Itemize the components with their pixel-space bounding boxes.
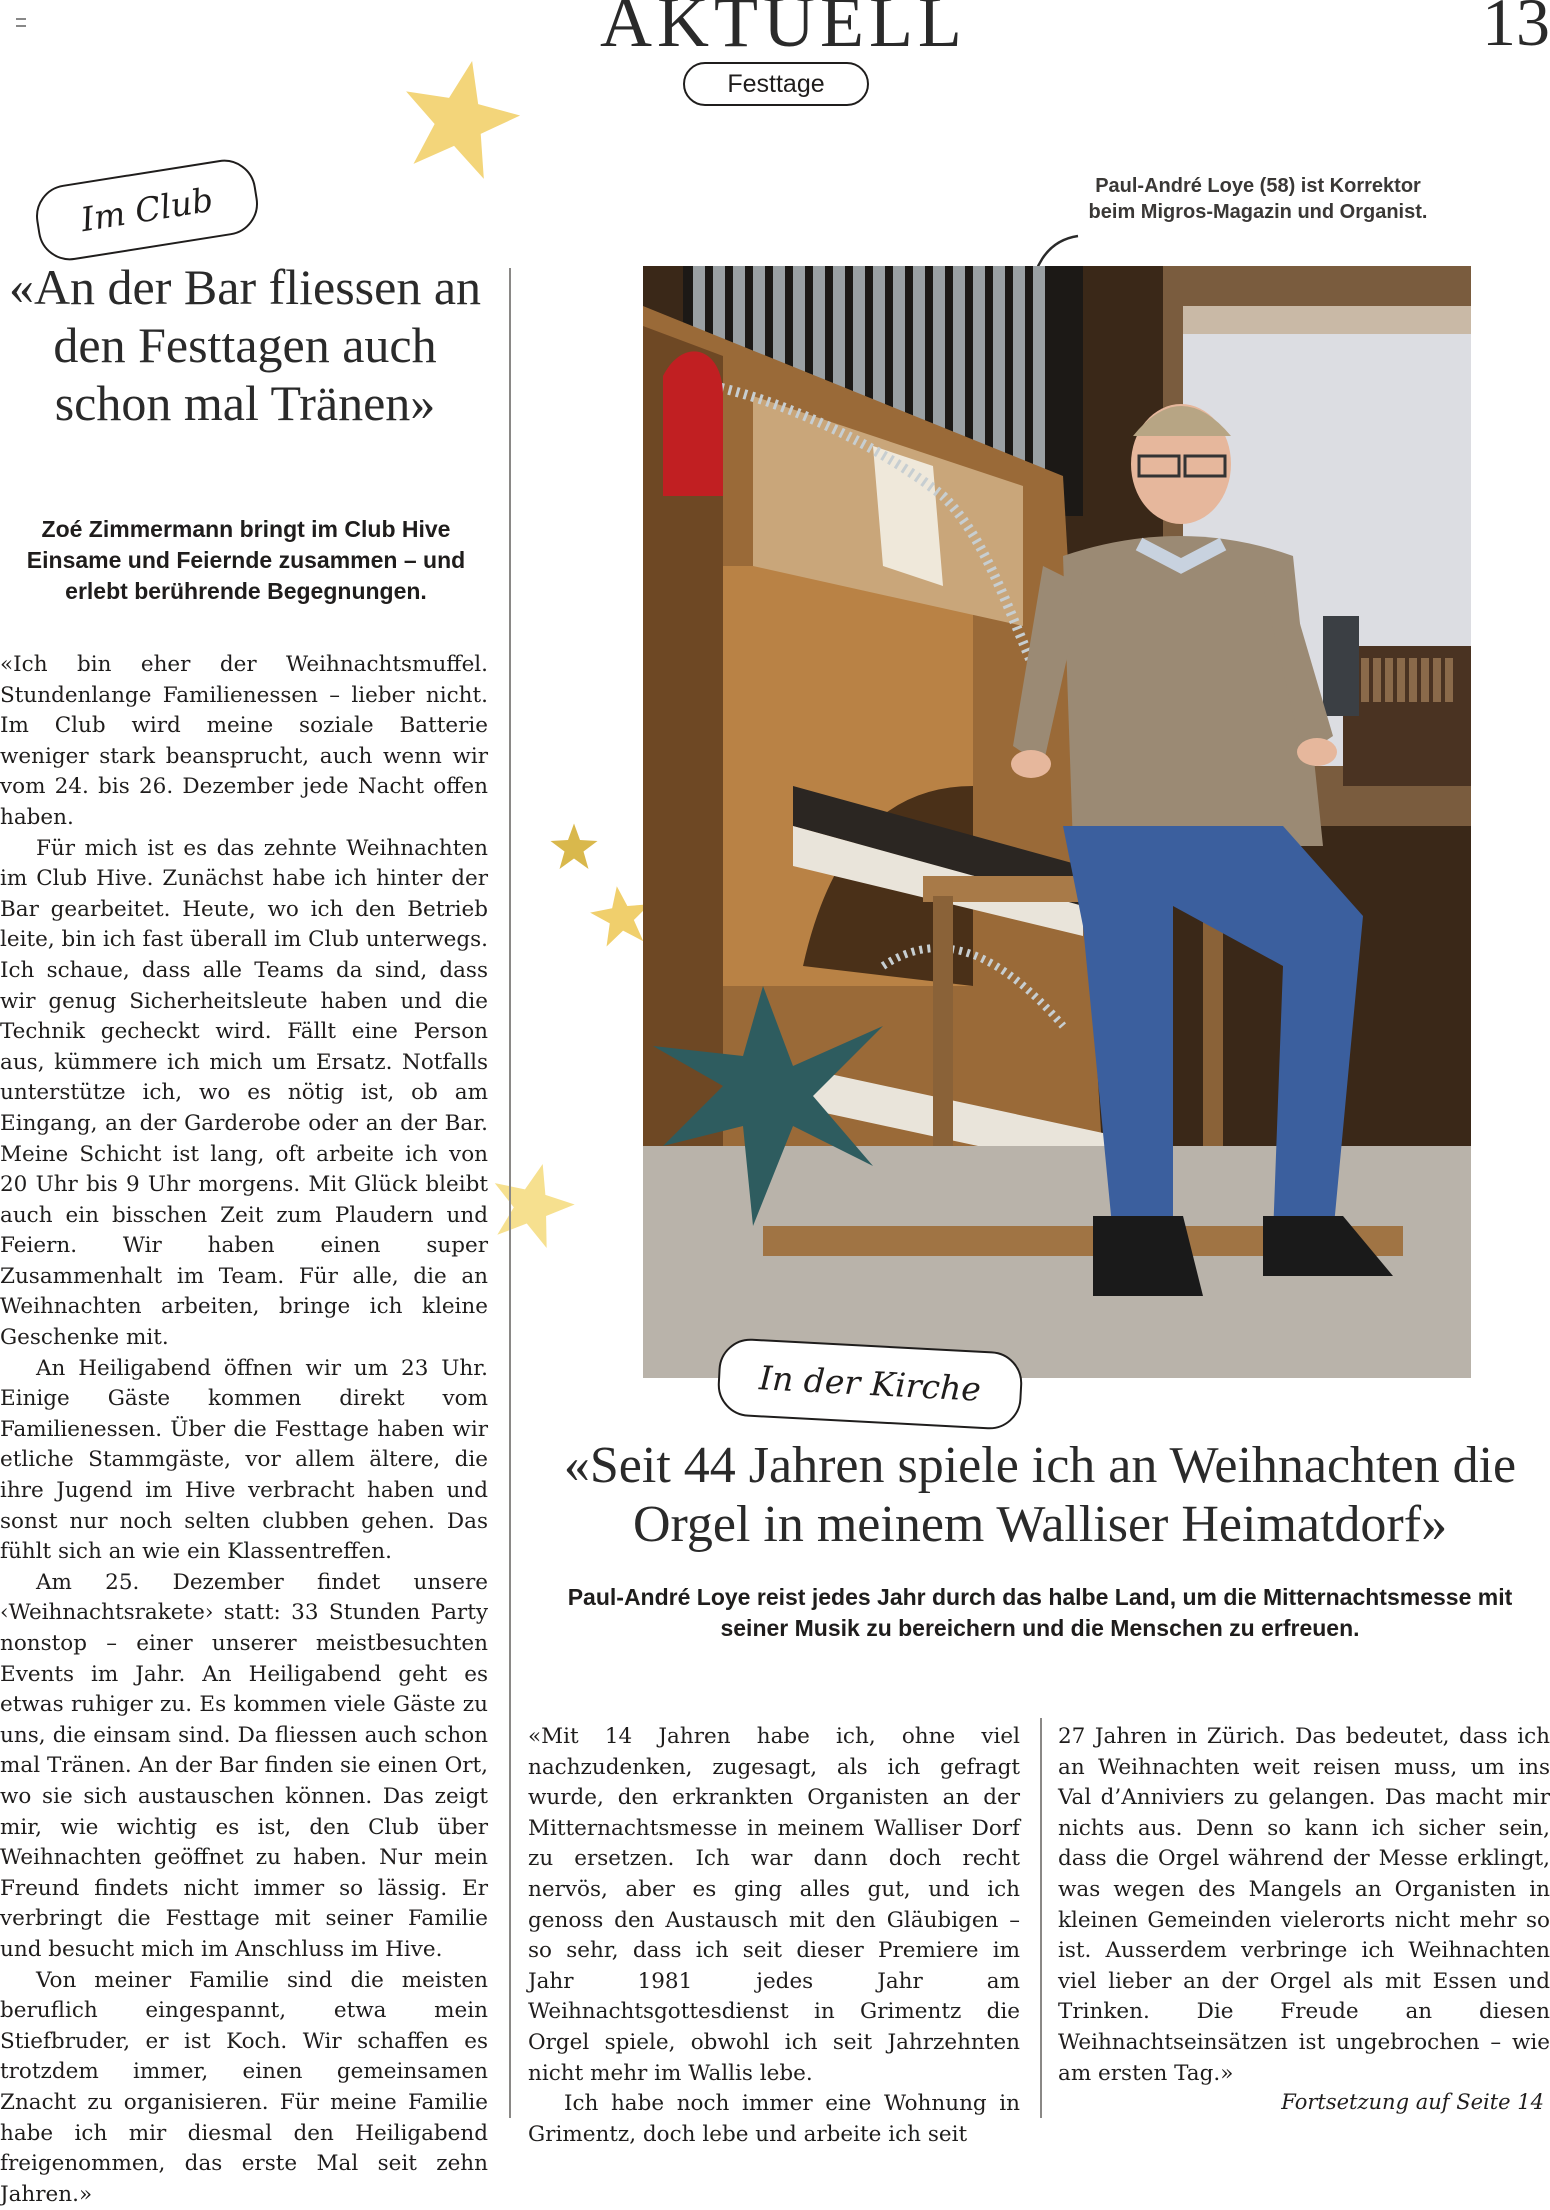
right-headline: «Seit 44 Jahren spiele ich an Weihnachten die Orgel in meinem Walliser Heimatdorf»: [563, 1437, 1517, 1553]
gold-star-icon: [398, 56, 522, 180]
middle-body-column: [528, 1722, 1020, 2150]
paragraph: Ich habe noch immer eine Wohnung in Grimentz, doch lebe und arbeite ich seit: [528, 2091, 1020, 2147]
photo-caption: Paul-André Loye (58) ist Korrektor beim Migros-Magazin und Organist.: [1088, 175, 1428, 223]
paragraph: An Heiligabend öffnen wir um 23 Uhr. Einige Gäste kommen direkt vom Familienessen. Über die Festtage haben wir etliche Stammgäste, vor allem ältere, die ihre Jugend im Hive verbracht haben und sonst nur noch selten clubben gehen. Das fühlt sich an wie ein Klassentreffen.: [0, 1355, 488, 1565]
right-body-column: [1058, 1722, 1550, 2089]
column-divider: [1040, 1718, 1042, 2118]
paragraph: 27 Jahren in Zürich. Das bedeutet, dass ich an Weihnachten weit reisen muss, um ins Val d’Anniviers zu gelangen. Das macht mir nichts aus. Denn so kann ich sicher sein, dass die Orgel während der Messe erklingt, was wegen des Mangels an Organisten in kleinen Gemeinden vielerorts nicht mehr so ist. Ausserdem verbringe ich Weihnachten viel lieber an der Orgel als mit Essen und Trinken. Die Freude an diesen Weihnachtseinsätzen ist ungebrochen – wie am ersten Tag.»: [1058, 1724, 1550, 2086]
paragraph: Für mich ist es das zehnte Weihnachten im Club Hive. Zunächst habe ich hinter der Bar gearbeitet. Heute, wo ich den Betrieb leite, bin ich fast überall im Club unterwegs. Ich schaue, dass alle Teams da sind, dass wir genug Sicherheitsleute haben und die Technik gecheckt wird. Fällt eine Person aus, kümmere ich mich um Ersatz. Notfalls unterstütze ich, wo es nötig ist, ob am Eingang, an der Garderobe oder an der Bar. Meine Schicht ist lang, oft arbeite ich von 20 Uhr bis 9 Uhr morgens. Mit Glück bleibt auch ein bisschen Zeit zum Plaudern und Feiern. Wir haben einen super Zusammenhalt im Team. Für alle, die an Weihnachten arbeiten, bringe ich kleine Geschenke mit.: [0, 835, 488, 1351]
section-title: AKTUELL: [600, 0, 967, 62]
gold-star-icon: [488, 1160, 576, 1248]
church-tag: In der Kirche: [716, 1337, 1024, 1431]
paragraph: Von meiner Familie sind die meisten beruflich eingespannt, etwa mein Stiefbruder, er ist Koch. Wir schaffen es trotzdem immer, einen gemeinsamen Znacht zu organisieren. Für meine Familie habe ich mir diesmal den Heiligabend freigenommen, das erste Mal seit zehn Jahren.»: [0, 1967, 488, 2207]
category-pill: Festtage: [683, 62, 869, 106]
paragraph: «Ich bin eher der Weihnachtsmuffel. Stundenlange Familienessen – lieber nicht. Im Club wird meine soziale Batterie weniger stark beansprucht, auch wenn wir vom 24. bis 26. Dezember jede Nacht offen haben.: [0, 652, 488, 830]
continuation-note: Fortsetzung auf Seite 14: [1281, 2090, 1544, 2114]
paragraph: Am 25. Dezember findet unsere ‹Weihnachtsrakete› statt: 33 Stunden Party nonstop – einer unserer meistbesuchten Events im Jahr. An Heiligabend geht es etwas ruhiger zu. Es kommen viele Gäste zu uns, die einsam sind. Da fliessen auch schon mal Tränen. An der Bar finden sie einen Ort, wo sie sich austauschen können. Das zeigt mir, wie wichtig es ist, den Club über Weihnachten geöffnet zu haben. Nur mein Freund findets nicht immer so lässig. Er verbringt die Festtage mit seiner Familie und besucht mich im Anschluss im Hive.: [0, 1569, 488, 1962]
page-number: 13: [1482, 0, 1550, 60]
left-body-column: [0, 650, 488, 2210]
organist-photo: [643, 266, 1471, 1378]
club-tag: Im Club: [31, 155, 262, 265]
right-lead: Paul-André Loye reist jedes Jahr durch das halbe Land, um die Mitternachtsmesse mit seiner Musik zu bereichern und die Menschen zu erfreuen.: [567, 1584, 1513, 1641]
paragraph: «Mit 14 Jahren habe ich, ohne viel nachzudenken, zugesagt, als ich gefragt wurde, den erkrankten Organisten an der Mitternachtsmesse in meinem Walliser Dorf zu ersetzen. Ich war dann doch recht nervös, aber es ging alles gut, und ich genoss den Austausch mit den Gläubigen – so sehr, dass ich seit dieser Premiere im Jahr 1981 jedes Jahr am Weihnachtsgottesdienst in Grimentz die Orgel spiele, obwohl ich seit Jahrzehnten nicht mehr im Wallis lebe.: [528, 1724, 1020, 2086]
column-divider: [509, 268, 511, 2118]
organ-scene-image: [643, 266, 1471, 1378]
corner-mark: [16, 18, 26, 27]
left-headline: «An der Bar fliessen an den Festtagen auch schon mal Tränen»: [8, 259, 482, 431]
gold-star-icon: [549, 822, 599, 872]
left-lead: Zoé Zimmermann bringt im Club Hive Einsame und Feiernde zusammen – und erlebt berührende Begegnungen.: [26, 516, 466, 604]
